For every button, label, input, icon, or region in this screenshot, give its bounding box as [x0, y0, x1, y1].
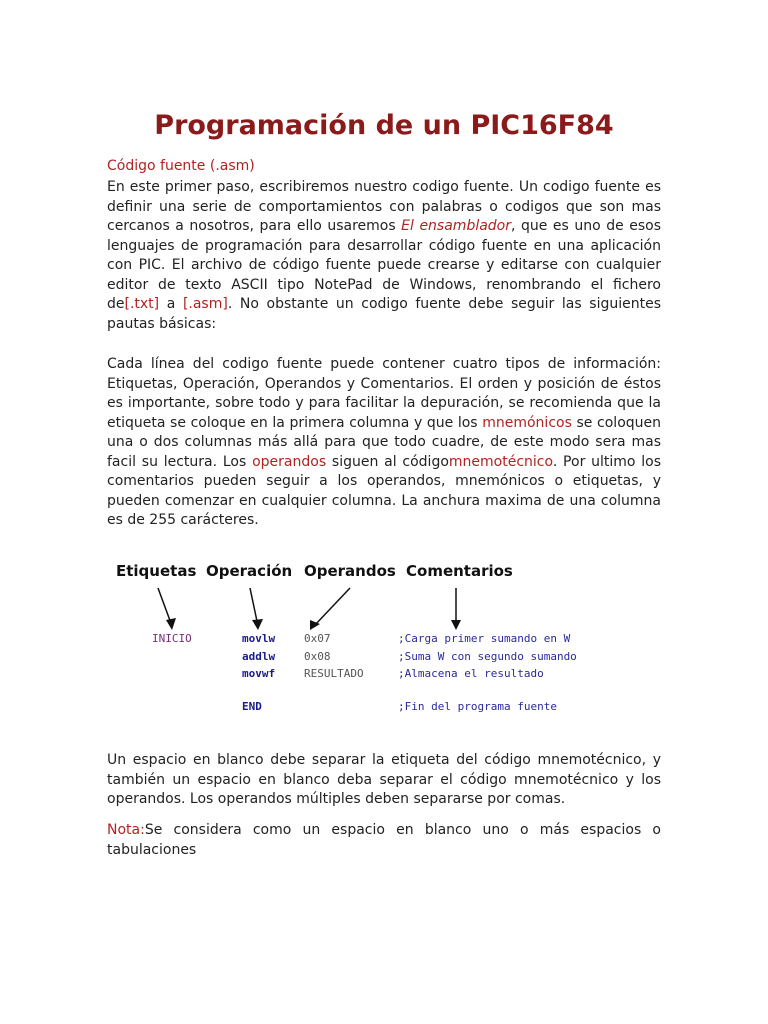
note-label: Nota: [107, 822, 145, 838]
p1-text-b: , que es uno de esos lenguajes de programación para desarrollar código fuente en una aplicación con PIC. El archivo de código fuente puede crearse y editarse con cualquier editor de texto ASCII tipo NotePad de Windows, renombrando el fichero de [107, 218, 662, 312]
code-operand-1: 0x07 [304, 632, 331, 645]
p2-text-a: Cada línea del codigo fuente puede contener cuatro tipos de información: Etiquetas, Operación, Operandos y Comentarios. El orden y posición de éstos es importante, sobre todo y para facilitar la depuración, se recomienda que la etiqueta se coloque en la primera columna y que los [107, 356, 661, 431]
p2-text-b: se coloquen una o dos columnas más allá para que todo cuadre, de este modo sera mas facil su lectura. Los [107, 414, 662, 470]
p1-text-a: En este primer paso, escribiremos nuestro codigo fuente. Un codigo fuente es definir una serie de comportamientos con palabras o codigos que son mas cercanos a nosotros, para ello usaremos [107, 179, 661, 234]
section-subtitle: Código fuente (.asm) [107, 158, 255, 174]
code-mnemonic-2: addlw [242, 650, 276, 663]
ext-asm: [.asm] [182, 296, 228, 312]
header-operandos: Operandos [304, 562, 396, 580]
asm-diagram [110, 562, 630, 722]
code-mnemonic-1: movlw [242, 632, 276, 645]
assembler-term: El ensamblador [401, 218, 512, 234]
p2-text-c: siguen al código [326, 453, 449, 470]
arrowhead-operacion [252, 619, 263, 630]
note-text: Se considera como un espacio en blanco uno o más espacios o tabulaciones [107, 822, 661, 858]
p1-text-d: . No obstante un codigo fuente debe seguir las siguientes pautas básicas: [107, 296, 661, 332]
header-operacion: Operación [206, 562, 293, 580]
operandos-term: operandos [252, 453, 327, 470]
code-label-1: INICIO [152, 632, 192, 645]
p2-text-d: . Por ultimo los comentarios pueden seguir a los operandos, mnemónicos o etiquetas, y pueden comenzar en cualquier columna. La anchura maxima de una columna es de 255 carácteres. [107, 453, 661, 528]
code-comment-4: ;Fin del programa fuente [398, 700, 557, 713]
ext-txt: [.txt] [124, 296, 160, 312]
code-comment-3: ;Almacena el resultado [398, 667, 544, 680]
code-comment-2: ;Suma W con segundo sumando [398, 650, 577, 663]
code-mnemonic-4: END [242, 700, 262, 713]
paragraph-spacing: Un espacio en blanco debe separar la etiqueta del código mnemotécnico, y también un espacio en blanco deba separar el código mnemotécnico y los operandos. Los operandos múltiples deben separarse por comas. [107, 752, 661, 807]
arrowhead-etiquetas [166, 618, 176, 630]
header-comentarios: Comentarios [406, 562, 513, 580]
note-paragraph [107, 821, 661, 860]
page-title: Programación de un PIC16F84 [154, 110, 614, 141]
code-operand-2: 0x08 [304, 650, 331, 663]
code-operand-3: RESULTADO [304, 667, 364, 680]
paragraph-intro [107, 178, 661, 334]
mnemotecnico-term: mnemotécnico [448, 453, 553, 470]
p1-text-c: a [159, 296, 183, 312]
mnemonicos-term: mnemónicos [482, 414, 572, 431]
code-mnemonic-3: movwf [242, 667, 276, 680]
header-etiquetas: Etiquetas [116, 562, 197, 580]
code-comment-1: ;Carga primer sumando en W [398, 632, 571, 645]
paragraph-fields [107, 355, 661, 531]
arrow-operandos [314, 588, 350, 626]
arrowhead-comentarios [451, 620, 461, 630]
